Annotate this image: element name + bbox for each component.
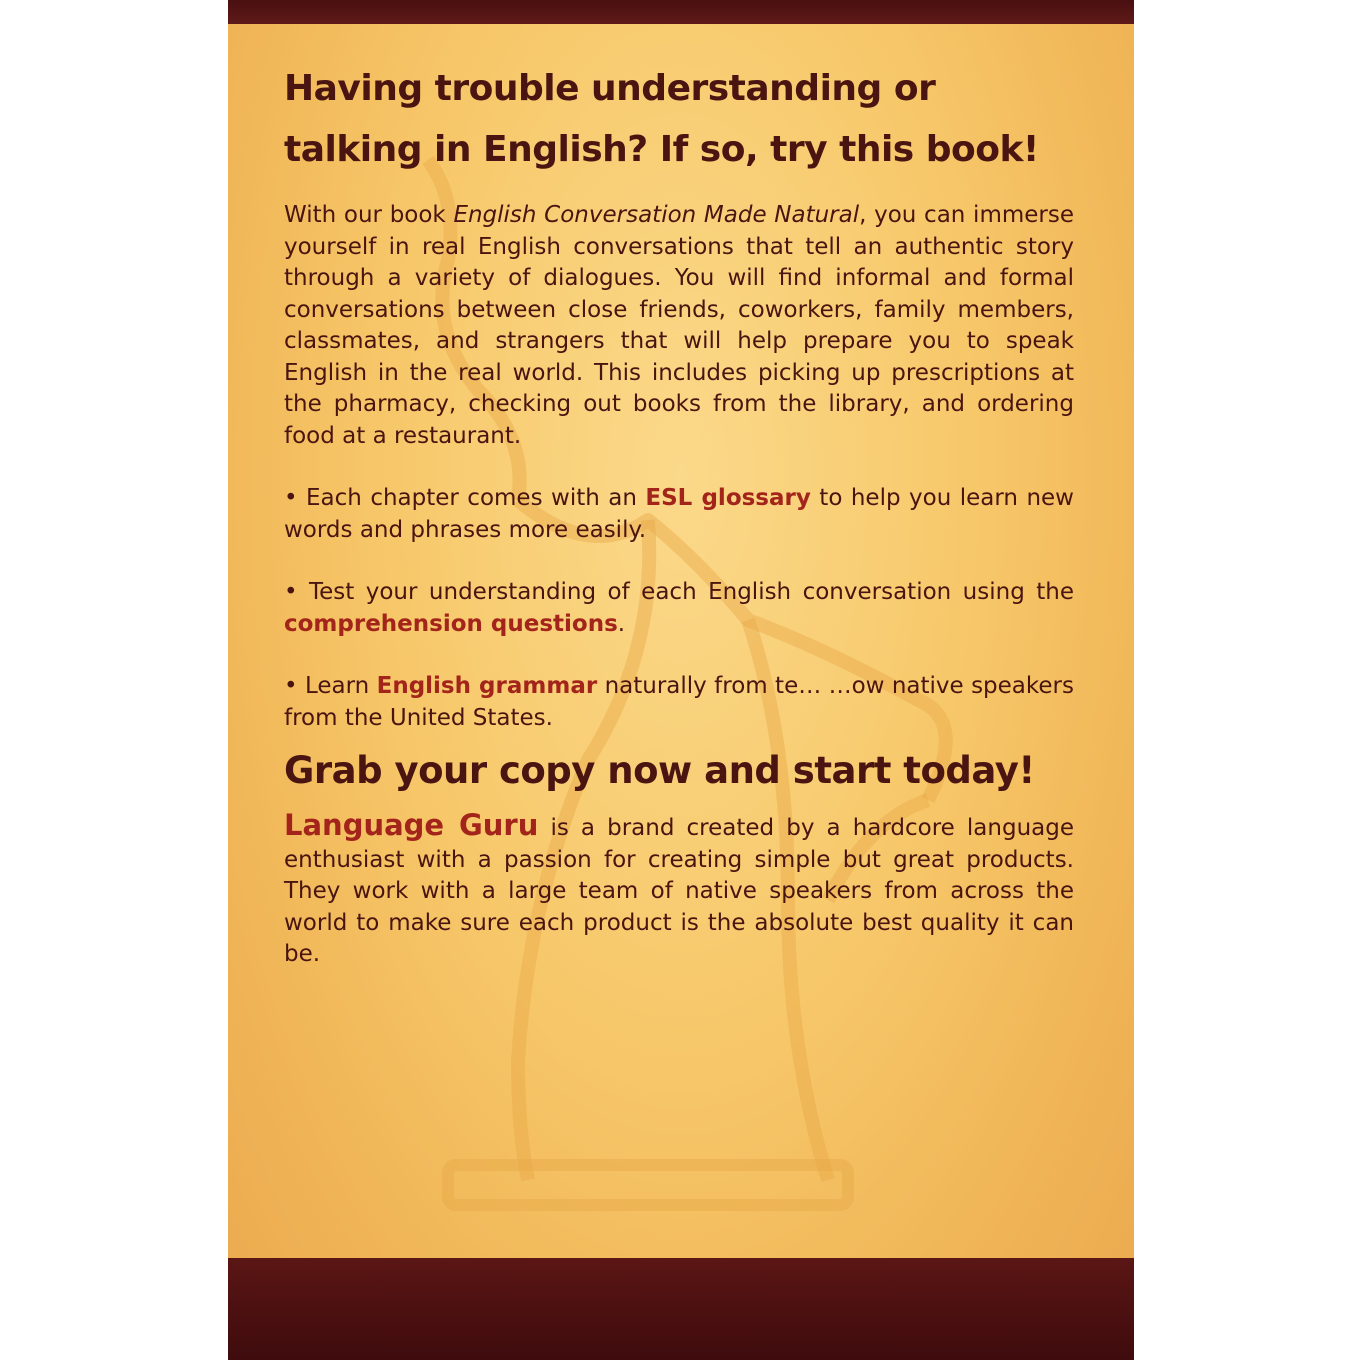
bottom-band [228,1258,1134,1360]
highlight-english-grammar: English grammar [376,673,598,699]
highlight-comprehension-questions: comprehension questions [284,610,618,637]
bullet-comprehension: • Test your understanding of each English conversation using the comprehension questions. [284,579,1074,637]
intro-paragraph: With our book English Conversation Made Natural, you can immerse yourself in real English conversations that tell an authentic story through a variety of dialogues. You will find informal and formal conversations between close friends, coworkers, family members, classmates, and strangers that will help prepare you to speak English in the real world. This includes picking up prescriptions at the pharmacy, checking out books from the library, and ordering food at a restaurant. [284,202,1074,449]
call-to-action: Grab your copy now and start today! [284,749,1035,792]
bullet-grammar: • Learn English grammar naturally from te… …ow native speakers from the United States. [284,673,1074,731]
back-cover [228,0,1134,1360]
headline: Having trouble understanding or talking in English? If so, try this book! [284,68,1039,170]
bullet-glossary: • Each chapter comes with an ESL glossary to help you learn new words and phrases more easily. [284,485,1074,543]
about-paragraph: Language Guru is a brand created by a hardcore language enthusiast with a passion for creating simple but great products. They work with a large team of native speakers from across the world to make sure each product is the absolute best quality it can be. [284,808,1075,967]
highlight-esl-glossary: ESL glossary [645,485,811,511]
brand-name: Language Guru [284,808,539,842]
top-band [228,0,1134,24]
cover-text [284,58,1074,971]
book-title: English Conversation Made Natural [453,202,860,228]
